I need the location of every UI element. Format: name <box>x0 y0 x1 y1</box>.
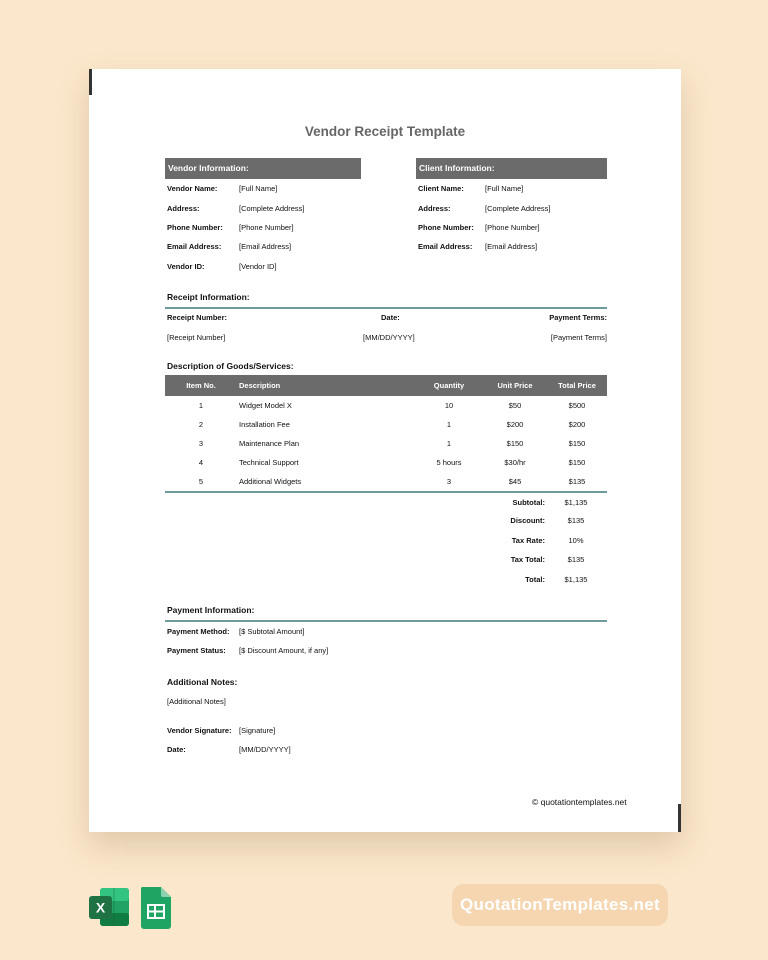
page-edge-mark <box>678 804 681 832</box>
table-row <box>165 472 607 491</box>
goods-table-header <box>165 375 607 396</box>
col-description: Description <box>239 381 281 390</box>
tax-rate-label: Tax Rate: <box>511 536 545 545</box>
total-price-cell: $150 <box>568 439 586 448</box>
subtotal-label: Subtotal: <box>512 498 545 507</box>
vendor-id-label: Vendor ID: <box>167 262 205 271</box>
table-row <box>165 415 607 434</box>
item-no-cell: 3 <box>198 439 204 448</box>
google-sheets-icon[interactable] <box>140 887 172 934</box>
total-value: $1,135 <box>564 575 588 584</box>
payment-status-label: Payment Status: <box>167 646 226 655</box>
copyright-footer: © quotationtemplates.net <box>532 797 627 807</box>
description-cell: Installation Fee <box>239 420 290 429</box>
col-total-price: Total Price <box>558 381 596 390</box>
svg-text:X: X <box>95 899 106 916</box>
client-address-label: Address: <box>418 204 451 213</box>
col-unit-price: Unit Price <box>497 381 533 390</box>
description-cell: Additional Widgets <box>239 477 302 486</box>
item-no-cell: 4 <box>198 458 204 467</box>
unit-price-cell: $50 <box>508 401 522 410</box>
receipt-document <box>89 69 681 832</box>
divider <box>165 307 607 309</box>
payment-method-value: [$ Subtotal Amount] <box>239 627 305 636</box>
vendor-address-value: [Complete Address] <box>239 204 305 213</box>
unit-price-cell: $45 <box>508 477 522 486</box>
payment-terms-value: [Payment Terms] <box>550 333 607 342</box>
divider <box>165 620 607 622</box>
vendor-name-value: [Full Name] <box>239 184 278 193</box>
brand-badge[interactable]: QuotationTemplates.net <box>452 884 668 926</box>
signature-date-label: Date: <box>167 745 186 754</box>
item-no-cell: 1 <box>198 401 204 410</box>
table-row <box>165 434 607 453</box>
receipt-date-value: [MM/DD/YYYY] <box>363 333 415 342</box>
vendor-signature-value: [Signature] <box>239 726 276 735</box>
vendor-email-label: Email Address: <box>167 242 222 251</box>
vendor-name-label: Vendor Name: <box>167 184 218 193</box>
quantity-cell: 3 <box>446 477 452 486</box>
vendor-info-header: Vendor Information: <box>165 158 361 179</box>
quantity-cell: 1 <box>446 420 452 429</box>
tax-total-value: $135 <box>567 555 585 564</box>
client-phone-label: Phone Number: <box>418 223 474 232</box>
unit-price-cell: $30/hr <box>504 458 526 467</box>
unit-price-cell: $200 <box>506 420 524 429</box>
vendor-id-value: [Vendor ID] <box>239 262 277 271</box>
total-price-cell: $200 <box>568 420 586 429</box>
payment-method-label: Payment Method: <box>167 627 230 636</box>
page-edge-mark <box>89 69 92 95</box>
vendor-phone-value: [Phone Number] <box>239 223 294 232</box>
goods-heading: Description of Goods/Services: <box>167 361 294 371</box>
vendor-signature-label: Vendor Signature: <box>167 726 232 735</box>
tax-total-label: Tax Total: <box>510 555 545 564</box>
client-name-label: Client Name: <box>418 184 464 193</box>
description-cell: Technical Support <box>239 458 299 467</box>
table-row <box>165 396 607 415</box>
item-no-cell: 5 <box>198 477 204 486</box>
payment-terms-label: Payment Terms: <box>549 313 607 322</box>
quantity-cell: 1 <box>446 439 452 448</box>
client-phone-value: [Phone Number] <box>485 223 540 232</box>
table-row <box>165 453 607 472</box>
divider <box>165 491 607 493</box>
additional-notes-heading: Additional Notes: <box>167 677 238 687</box>
item-no-cell: 2 <box>198 420 204 429</box>
receipt-date-label: Date: <box>381 313 400 322</box>
description-cell: Widget Model X <box>239 401 292 410</box>
client-info-header: Client Information: <box>416 158 607 179</box>
receipt-number-label: Receipt Number: <box>167 313 228 322</box>
vendor-phone-label: Phone Number: <box>167 223 223 232</box>
signature-date-value: [MM/DD/YYYY] <box>239 745 291 754</box>
payment-status-value: [$ Discount Amount, if any] <box>239 646 329 655</box>
tax-rate-value: 10% <box>568 536 584 545</box>
total-price-cell: $135 <box>568 477 586 486</box>
excel-icon[interactable] <box>88 887 130 932</box>
document-title: Vendor Receipt Template <box>304 124 466 139</box>
vendor-address-label: Address: <box>167 204 200 213</box>
client-name-value: [Full Name] <box>485 184 524 193</box>
discount-label: Discount: <box>510 516 545 525</box>
col-quantity: Quantity <box>433 381 465 390</box>
client-address-value: [Complete Address] <box>485 204 551 213</box>
receipt-info-heading: Receipt Information: <box>167 292 250 302</box>
vendor-email-value: [Email Address] <box>239 242 292 251</box>
quantity-cell: 10 <box>444 401 454 410</box>
discount-value: $135 <box>567 516 585 525</box>
payment-info-heading: Payment Information: <box>167 605 255 615</box>
client-email-value: [Email Address] <box>485 242 538 251</box>
col-item-no: Item No. <box>186 381 216 390</box>
receipt-number-value: [Receipt Number] <box>167 333 226 342</box>
description-cell: Maintenance Plan <box>239 439 300 448</box>
quantity-cell: 5 hours <box>436 458 462 467</box>
additional-notes-value: [Additional Notes] <box>167 697 226 706</box>
client-email-label: Email Address: <box>418 242 473 251</box>
total-price-cell: $500 <box>568 401 586 410</box>
unit-price-cell: $150 <box>506 439 524 448</box>
total-label: Total: <box>525 575 545 584</box>
subtotal-value: $1,135 <box>564 498 588 507</box>
total-price-cell: $150 <box>568 458 586 467</box>
